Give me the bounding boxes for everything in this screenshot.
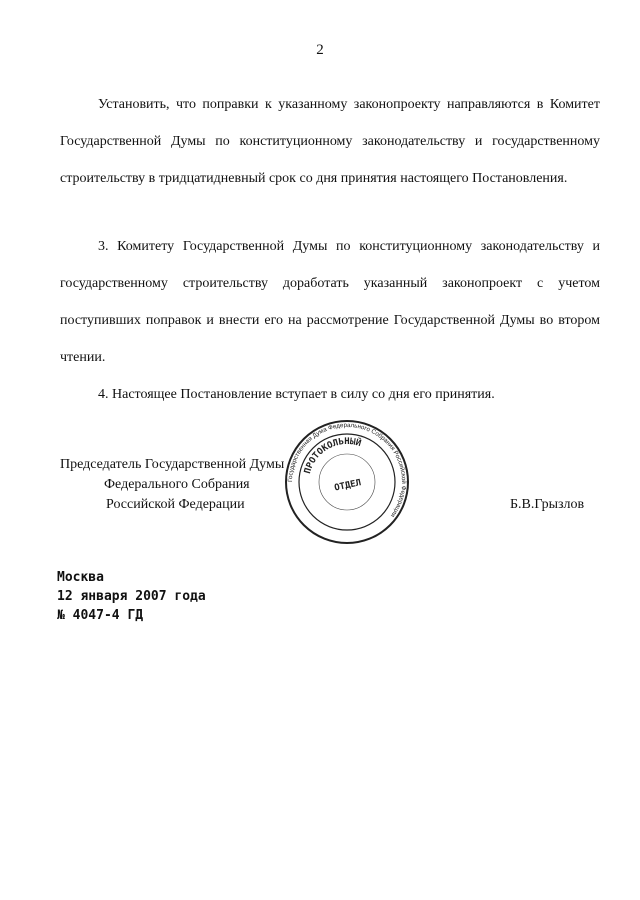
signature-title-line-1: Председатель Государственной Думы — [60, 457, 285, 472]
city: Москва — [57, 570, 104, 585]
paragraph-committee-text: 3. Комитету Государственной Думы по конституционному законодательству и государственному строительству доработать указанный законопроект с учетом поступивших поправок и внести его на рассмотрение Государственной Думы во втором чтении. — [60, 239, 600, 365]
paragraph-effective — [60, 376, 600, 413]
stamp-center-text: ОТДЕЛ — [333, 478, 363, 494]
page-number: 2 — [316, 42, 324, 58]
paragraph-amendments — [60, 86, 600, 197]
paragraph-effective-text: 4. Настоящее Постановление вступает в силу со дня его принятия. — [98, 387, 495, 402]
signature-title-line-2: Федерального Собрания — [104, 477, 250, 492]
stamp-outer-text: Государственная Дума Федерального Собрания Российской Федерации — [286, 421, 408, 519]
paragraph-committee — [60, 228, 600, 376]
signature-title-line-3: Российской Федерации — [106, 497, 245, 512]
document-meta — [57, 568, 206, 625]
stamp-inner-text: ПРОТОКОЛЬНЫЙ — [303, 436, 363, 475]
official-stamp — [283, 418, 411, 546]
signatory-name: Б.В.Грызлов — [510, 497, 585, 512]
document-date: 12 января 2007 года — [57, 589, 206, 604]
paragraph-amendments-text: Установить, что поправки к указанному законопроекту направляются в Комитет Государственной Думы по конституционному законодательству и государственному строительству в тридцатидневный срок со дня принятия настоящего Постановления. — [60, 97, 600, 186]
signature-title-block — [60, 455, 284, 515]
document-number: № 4047-4 ГД — [57, 608, 144, 623]
